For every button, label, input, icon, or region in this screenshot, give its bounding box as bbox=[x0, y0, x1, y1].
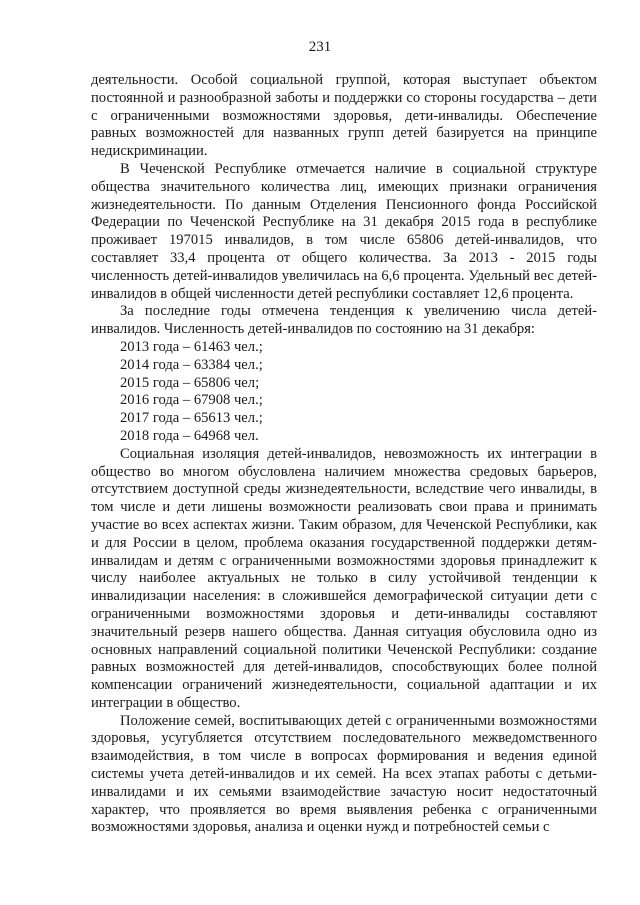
paragraph-families: Положение семей, воспитывающих детей с ограниченными возможностями здоровья, усугубляется отсутствием последовательного межведомственного взаимодействия, в том числе в вопросах формирования и ведения единой системы учета детей-инвалидов и их семей. На всех этапах работы с детьми-инвалидами и их семьями взаимодействие зачастую носит недостаточный характер, что проявляется во время выявления ребенка с ограниченными возможностями здоровья, анализа и оценки нужд и потребностей семьи с bbox=[91, 712, 597, 836]
page-number: 231 bbox=[308, 39, 332, 55]
list-item: 2014 года – 63384 чел.; bbox=[120, 356, 263, 373]
list-item: 2013 года – 61463 чел.; bbox=[120, 338, 263, 355]
list-item: 2017 года – 65613 чел.; bbox=[120, 410, 263, 427]
document-body bbox=[91, 72, 597, 837]
list-item: 2016 года – 67908 чел.; bbox=[120, 392, 263, 409]
paragraph-trend: За последние годы отмечена тенденция к увеличению числа детей-инвалидов. Численность детей-инвалидов по состоянию на 31 декабря: bbox=[91, 303, 597, 338]
paragraph-statistics: В Чеченской Республике отмечается наличие в социальной структуре общества значительного количества лиц, имеющих признаки ограничения жизнедеятельности. По данным Отделения Пенсионного фонда Российской Федерации по Чеченской Республике на 31 декабря 2015 года в республике проживает 197015 инвалидов, в том числе 65806 детей-инвалидов, что составляет 33,4 процента от общего количества. За 2013 - 2015 годы численность детей-инвалидов увеличилась на 6,6 процента. Удельный вес детей-инвалидов в общей численности детей республики составляет 12,6 процента. bbox=[91, 160, 597, 302]
list-item: 2018 года – 64968 чел. bbox=[120, 427, 259, 444]
paragraph-social-isolation: Социальная изоляция детей-инвалидов, невозможность их интеграции в общество во многом обусловлена наличием множества средовых барьеров, отсутствием доступной среды жизнедеятельности, вследствие чего инвалиды, в том числе и дети лишены возможности реализовать свои права и принимать участие во всех аспектах жизни. Таким образом, для Чеченской Республики, как и для России в целом, проблема оказания государственной поддержки детям-инвалидам и детям с ограниченными возможностями здоровья принадлежит к числу наиболее актуальных не только в силу устойчивой тенденции к инвалидизации населения: в сложившейся демографической ситуации дети с ограниченными возможностями здоровья и дети-инвалиды составляют значительный резерв нашего общества. Данная ситуация обусловила одно из основных направлений социальной политики Чеченской Республики: создание равных возможностей для детей-инвалидов, способствующих более полной компенсации ограничений жизнедеятельности, социальной адаптации и их интеграции в общество. bbox=[91, 445, 597, 711]
list-item: 2015 года – 65806 чел; bbox=[120, 374, 260, 391]
year-statistics-list bbox=[91, 339, 597, 446]
paragraph-intro: деятельности. Особой социальной группой, которая выступает объектом постоянной и разнообразной заботы и поддержки со стороны государства – дети с ограниченными возможностями здоровья, дети-инвалиды. Обеспечение равных возможностей для названных групп детей базируется на принципе недискриминации. bbox=[91, 72, 597, 160]
